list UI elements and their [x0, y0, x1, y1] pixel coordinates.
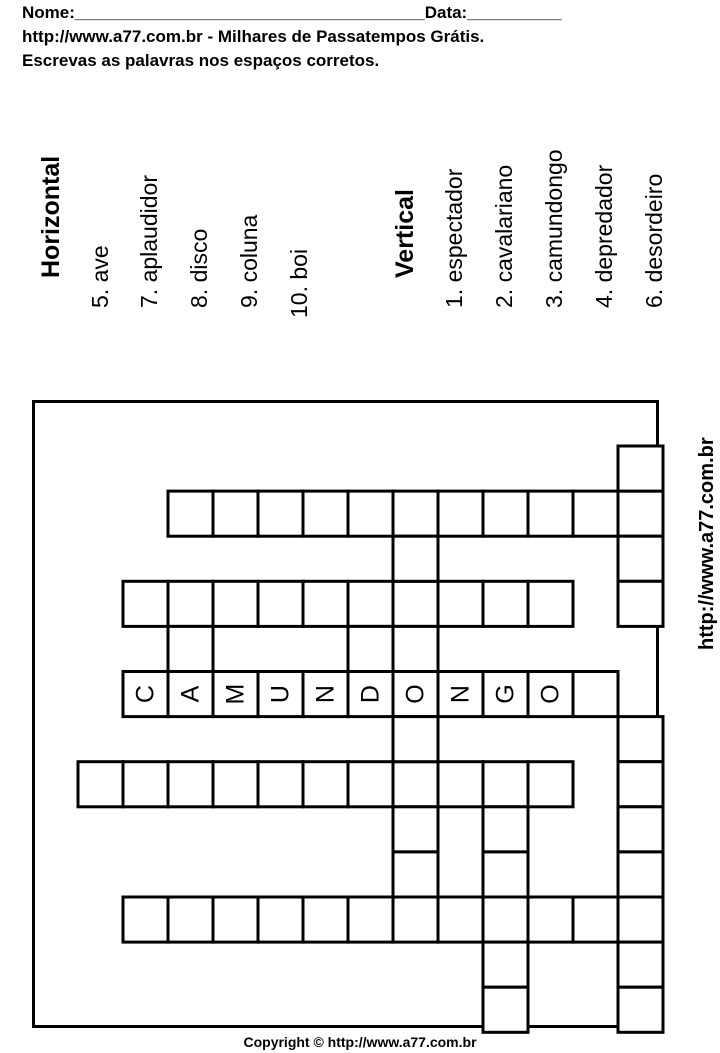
grid-letter: O — [401, 684, 430, 704]
grid-cell[interactable] — [483, 942, 528, 987]
grid-cell[interactable] — [438, 491, 483, 536]
grid-letter: C — [131, 685, 160, 704]
grid-cell[interactable] — [393, 717, 438, 762]
grid-cell[interactable] — [528, 491, 573, 536]
grid-cell[interactable] — [618, 446, 663, 491]
grid-cell[interactable] — [438, 581, 483, 626]
grid-cell[interactable] — [123, 762, 168, 807]
side-url: http://www.a77.com.br — [696, 437, 718, 650]
grid-letter: G — [491, 684, 520, 704]
grid-cell[interactable] — [618, 807, 663, 852]
grid-letter: A — [176, 685, 205, 703]
grid-cell[interactable] — [618, 942, 663, 987]
grid-cell[interactable] — [123, 897, 168, 942]
grid-cell[interactable] — [348, 581, 393, 626]
grid-cell[interactable] — [168, 897, 213, 942]
instructions: Escrevas as palavras nos espaços corretos. — [22, 51, 380, 70]
horizontal-word: 7. aplaudidor — [136, 175, 162, 308]
grid-cell[interactable] — [618, 717, 663, 762]
grid-cell[interactable] — [393, 536, 438, 581]
grid-cell[interactable] — [618, 762, 663, 807]
grid-cell[interactable] — [438, 762, 483, 807]
grid-cell[interactable] — [528, 762, 573, 807]
vertical-word: 4. depredador — [591, 164, 617, 308]
grid-cell[interactable] — [483, 987, 528, 1032]
grid-cell[interactable] — [258, 762, 303, 807]
grid-letter: N — [311, 685, 340, 704]
grid-cell[interactable] — [168, 581, 213, 626]
grid-cell[interactable] — [303, 491, 348, 536]
site-tagline: http://www.a77.com.br - Milhares de Passatempos Grátis. — [22, 27, 485, 46]
grid-cell[interactable] — [213, 491, 258, 536]
grid-cell[interactable] — [393, 491, 438, 536]
grid-cell[interactable] — [168, 491, 213, 536]
grid-cell[interactable] — [618, 581, 663, 626]
vertical-title: Vertical — [391, 189, 419, 278]
grid-cell[interactable] — [258, 897, 303, 942]
grid-cell[interactable] — [573, 491, 618, 536]
grid-cell[interactable] — [78, 762, 123, 807]
grid-cell[interactable] — [258, 491, 303, 536]
grid-cell[interactable] — [528, 897, 573, 942]
grid-cell[interactable] — [393, 581, 438, 626]
copyright: Copyright © http://www.a77.com.br — [243, 1034, 477, 1050]
vertical-word: 3. camundongo — [541, 149, 567, 308]
grid-cell[interactable] — [438, 897, 483, 942]
grid-cell[interactable] — [528, 581, 573, 626]
vertical-word: 1. espectador — [441, 168, 467, 308]
grid-cell[interactable] — [483, 491, 528, 536]
horizontal-word: 8. disco — [186, 228, 212, 308]
horizontal-title: Horizontal — [37, 155, 65, 278]
grid-letter: U — [266, 685, 295, 704]
grid-cell[interactable] — [348, 762, 393, 807]
grid-cell[interactable] — [483, 852, 528, 897]
grid-cell[interactable] — [483, 762, 528, 807]
horizontal-word: 5. ave — [87, 245, 113, 308]
grid-cell[interactable] — [348, 897, 393, 942]
grid-letter: M — [221, 683, 250, 705]
name-date-line: Nome:_____________________________________Data:__________ — [22, 3, 562, 22]
grid-cell[interactable] — [573, 672, 618, 717]
grid-cell[interactable] — [303, 762, 348, 807]
horizontal-word: 9. coluna — [236, 214, 262, 308]
grid-letter: D — [356, 685, 385, 704]
grid-cell[interactable] — [213, 581, 258, 626]
grid-cell[interactable] — [618, 987, 663, 1032]
grid-cell[interactable] — [303, 897, 348, 942]
vertical-word: 2. cavalariano — [491, 164, 517, 308]
grid-cell[interactable] — [213, 897, 258, 942]
grid-cell[interactable] — [618, 897, 663, 942]
grid-cell[interactable] — [123, 581, 168, 626]
grid-cell[interactable] — [393, 897, 438, 942]
grid-cell[interactable] — [393, 807, 438, 852]
grid-cell[interactable] — [483, 897, 528, 942]
grid-cell[interactable] — [618, 536, 663, 581]
grid-cell[interactable] — [618, 852, 663, 897]
grid-cell[interactable] — [168, 626, 213, 671]
grid-letter: N — [446, 685, 475, 704]
grid-cell[interactable] — [573, 897, 618, 942]
grid-cell[interactable] — [483, 807, 528, 852]
grid-cell[interactable] — [168, 762, 213, 807]
grid-cell[interactable] — [348, 626, 393, 671]
grid-cell[interactable] — [213, 762, 258, 807]
grid-cell[interactable] — [258, 581, 303, 626]
grid-cell[interactable] — [393, 852, 438, 897]
grid-cell[interactable] — [393, 762, 438, 807]
grid-cell[interactable] — [618, 491, 663, 536]
grid-cell[interactable] — [348, 491, 393, 536]
grid-cell[interactable] — [393, 626, 438, 671]
vertical-word: 6. desordeiro — [641, 173, 667, 308]
grid-cell[interactable] — [303, 581, 348, 626]
horizontal-word: 10. boi — [286, 248, 312, 318]
grid-letter: O — [536, 684, 565, 704]
grid-cell[interactable] — [483, 581, 528, 626]
